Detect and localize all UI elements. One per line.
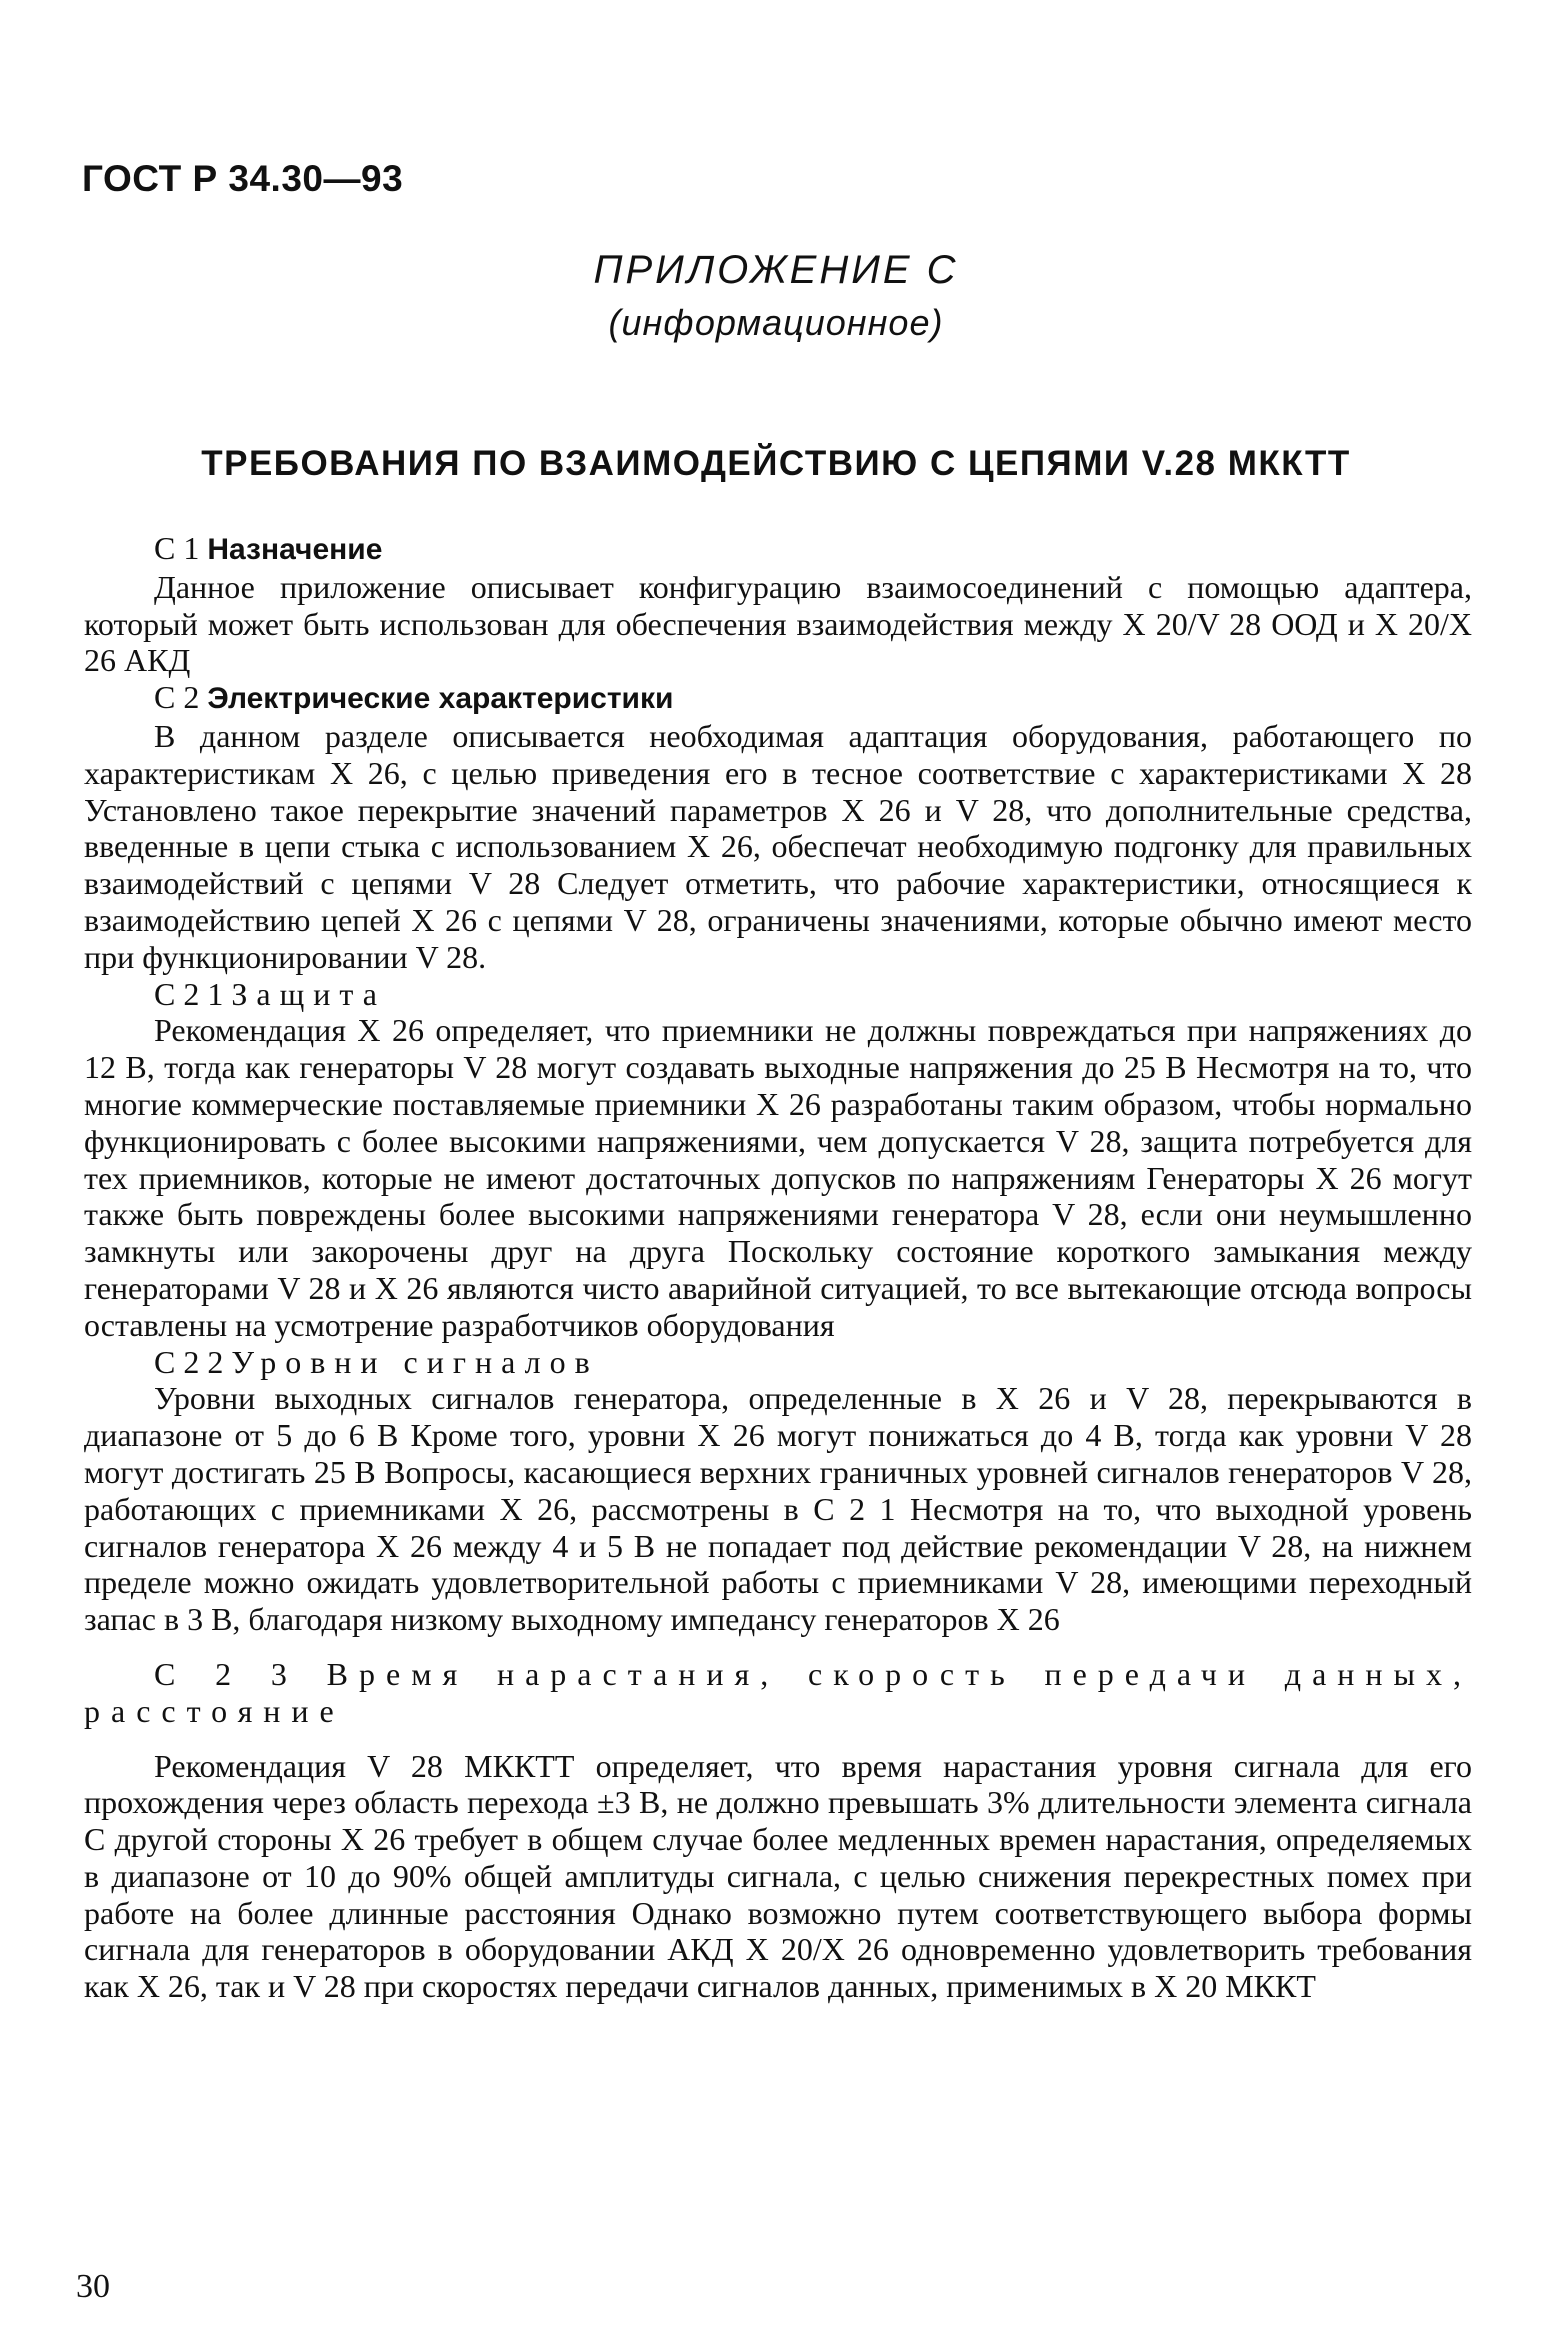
section-c22-text: Уровни выходных сигналов генератора, определенные в Х 26 и V 28, перекрываются в диапазоне от 5 до 6 В Кроме того, уровни Х 26 могут понижаться до 4 В, тогда как уровни V 28 могут достигать 25 В Вопросы, касающиеся верхних граничных уровней сигналов генераторов V 28, работающих с приемниками Х 26, рассмотрены в С 2 1 Несмотря на то, что выходной уровень сигналов генератора Х 26 между 4 и 5 В не попадает под действие рекомендации V 28, на нижнем пределе можно ожидать удовлетворительной работы с приемниками V 28, имеющими переходный запас в 3 В, благодаря низкому выходному импедансу генераторов Х 26 — [84, 1380, 1472, 1638]
appendix-subtitle: (информационное) — [608, 302, 944, 343]
section-title: Электрические характеристики — [207, 682, 674, 716]
section-number: С 2 1 — [154, 975, 224, 1012]
section-c1-heading — [84, 530, 1472, 569]
section-number: С 2 3 — [154, 1655, 298, 1692]
section-number: С 2 — [154, 679, 200, 716]
section-c21-text: Рекомендация Х 26 определяет, что приемники не должны повреждаться при напряжениях до 12 В, тогда как генераторы V 28 могут создавать выходные напряжения до 25 В Несмотря на то, что многие коммерческие поставляемые приемники Х 26 разработаны таким образом, чтобы нормально функционировать с более высокими напряжениями, чем допускается V 28, защита потребуется для тех приемников, которые не имеют достаточных допусков по напряжениям Генераторы Х 26 могут также быть повреждены более высокими напряжениями генератора V 28, если они неумышленно замкнуты или закорочены друг на друга Поскольку состояние короткого замыкания между генераторами V 28 и Х 26 являются чисто аварийной ситуацией, то все вытекающие отсюда вопросы оставлены на усмотрение разработчиков оборудования — [84, 1012, 1473, 1343]
document-code: ГОСТ Р 34.30—93 — [82, 158, 404, 199]
section-title: Уровни сигналов — [231, 1343, 599, 1380]
section-c2-text: В данном разделе описывается необходимая адаптация оборудования, работающего по характеристикам Х 26, с целью приведения его в тесное соответствие с характеристиками Х 28 Установлено такое перекрытие значений параметров Х 26 и V 28, что дополнительные средства, введенные в цепи стыка с использованием Х 26, обеспечат необходимую подгонку для правильных взаимодействий с цепями V 28 Следует отметить, что рабочие характеристики, относящиеся к взаимодействию цепей Х 26 с цепями V 28, ограничены значениями, которые обычно имеют место при функционировании V 28. — [84, 717, 1472, 975]
main-heading: ТРЕБОВАНИЯ ПО ВЗАИМОДЕЙСТВИЮ С ЦЕПЯМИ V.28 МККТТ — [201, 444, 1351, 483]
section-title: Назначение — [207, 533, 383, 566]
section-c23-text: Рекомендация V 28 МККТТ определяет, что время нарастания уровня сигнала для его прохождения через область перехода ±3 В, не должно превышать 3% длительности элемента сигнала С другой стороны Х 26 требует в общем случае более медленных времен нарастания, определяемых в диапазоне от 10 до 90% общей амплитуды сигнала, с целью снижения перекрестных помех при работе на более длинные расстояния Однако возможно путем соответствующего выбора формы сигнала для генераторов в оборудовании АКД Х 20/Х 26 одновременно удовлетворить требования как Х 26, так и V 28 при скоростях передачи сигналов данных, применимых в Х 20 МККТ — [84, 1747, 1472, 2005]
appendix-title: ПРИЛОЖЕНИЕ С — [593, 248, 959, 292]
section-number: С 1 — [154, 530, 200, 566]
section-c2-heading — [84, 679, 1472, 718]
section-number: С 2 2 — [154, 1343, 224, 1380]
section-title: Защита — [231, 975, 386, 1012]
page-number: 30 — [76, 2268, 110, 2305]
section-c23-heading — [84, 1656, 1472, 1730]
section-c22-heading — [84, 1344, 1472, 1381]
section-title: Время нарастания, скорость передачи данных, расстояние — [84, 1655, 1473, 1729]
section-c21-heading — [84, 976, 1472, 1013]
document-body — [84, 530, 1472, 2005]
section-c1-text: Данное приложение описывает конфигурацию взаимосоединений с помощью адаптера, который может быть использован для обеспечения взаимодействия между Х 20/V 28 ООД и Х 20/Х 26 АКД — [84, 568, 1472, 679]
